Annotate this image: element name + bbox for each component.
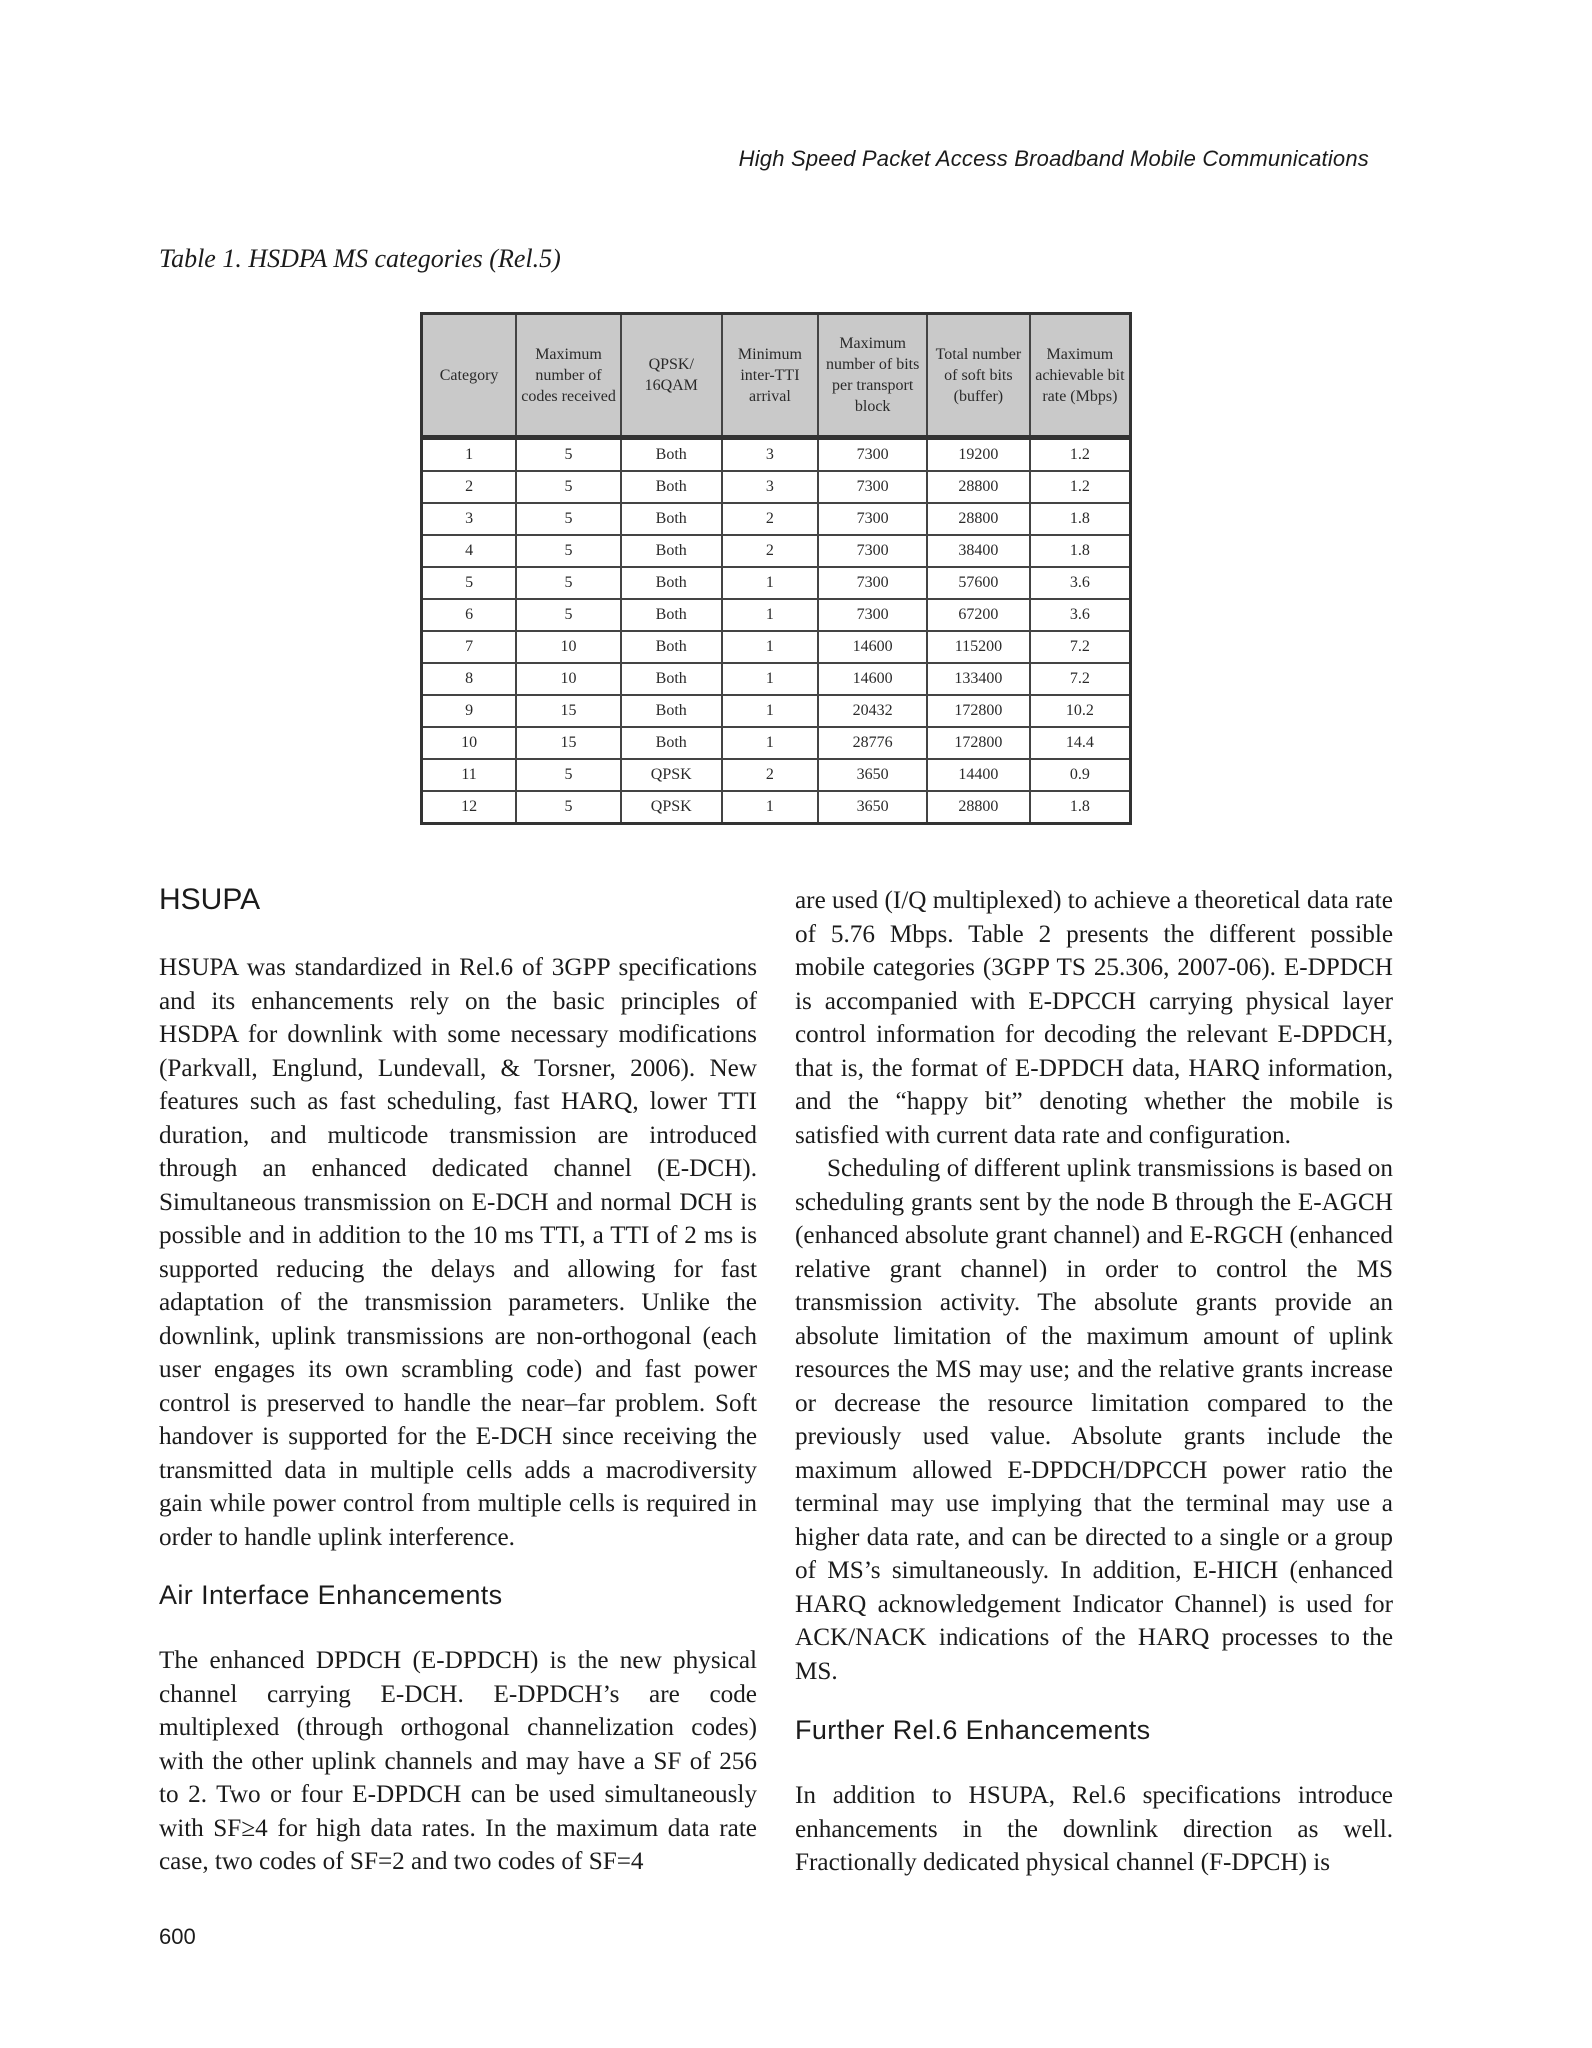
table-cell: 2: [722, 759, 819, 791]
table-row: [422, 631, 1131, 663]
table-header-cell: Total number of soft bits (buffer): [927, 314, 1030, 438]
table-cell: 1: [422, 438, 517, 472]
table-cell: 67200: [927, 599, 1030, 631]
table-cell: 7: [422, 631, 517, 663]
table-header-cell: QPSK/ 16QAM: [621, 314, 722, 438]
table-cell: 7300: [818, 438, 927, 472]
table-cell: Both: [621, 471, 722, 503]
table-cell: 3.6: [1030, 599, 1131, 631]
table-cell: 15: [516, 695, 621, 727]
air-interface-paragraph: The enhanced DPDCH (E-DPDCH) is the new physical channel carrying E-DCH. E-DPDCH’s are code multiplexed (through orthogonal channelization codes) with the other uplink channels and may have a SF of 256 to 2. Two or four E-DPDCH can be used simultaneously with SF≥4 for high data rates. In the maximum data rate case, two codes of SF=2 and two codes of SF=4: [159, 1647, 757, 1875]
table-cell: Both: [621, 567, 722, 599]
hsupa-paragraph: HSUPA was standardized in Rel.6 of 3GPP specifications and its enhancements rely on the basic principles of HSDPA for downlink with some necessary modifications (Parkvall, Englund, Lundevall, & Torsner, 2006). New features such as fast scheduling, fast HARQ, lower TTI duration, and multicode transmission are introduced through an enhanced dedicated channel (E-DCH). Simultaneous transmission on E-DCH and normal DCH is possible and in addition to the 10 ms TTI, a TTI of 2 ms is supported reducing the delays and allowing for fast adaptation of the transmission parameters. Unlike the downlink, uplink transmissions are non-orthogonal (each user engages its own scrambling code) and fast power control is preserved to handle the near–far problem. Soft handover is supported for the E-DCH since receiving the transmitted data in multiple cells adds a macrodiversity gain while power control from multiple cells is required in order to handle uplink interference.: [159, 954, 757, 1551]
table-cell: 3650: [818, 759, 927, 791]
table-header-row: [422, 314, 1131, 438]
table-cell: 5: [516, 503, 621, 535]
table-cell: 115200: [927, 631, 1030, 663]
table-row: [422, 695, 1131, 727]
table-cell: 5: [516, 791, 621, 824]
table-cell: 14600: [818, 663, 927, 695]
table-cell: 10: [516, 663, 621, 695]
table-cell: 7300: [818, 567, 927, 599]
table-cell: 15: [516, 727, 621, 759]
page-number: 600: [159, 1924, 196, 1949]
table-cell: 1.8: [1030, 503, 1131, 535]
table-row: [422, 567, 1131, 599]
table-header-cell: Category: [422, 314, 517, 438]
table-cell: 28800: [927, 503, 1030, 535]
table-cell: 5: [516, 567, 621, 599]
table-cell: 0.9: [1030, 759, 1131, 791]
air-interface-paragraph-continued: are used (I/Q multiplexed) to achieve a theoretical data rate of 5.76 Mbps. Table 2 presents the different possible mobile categories (3GPP TS 25.306, 2007-06). E-DPDCH is accompanied with E-DPCCH carrying physical layer control information for decoding the relevant E-DPDCH, that is, the format of E-DPDCH data, HARQ information, and the “happy bit” denoting whether the mobile is satisfied with current data rate and configuration.: [795, 887, 1393, 1149]
table-cell: 5: [422, 567, 517, 599]
table-cell: 1.2: [1030, 438, 1131, 472]
table-cell: 1.2: [1030, 471, 1131, 503]
table-cell: 133400: [927, 663, 1030, 695]
table-header-cell: Maximum achievable bit rate (Mbps): [1030, 314, 1131, 438]
table-cell: 7.2: [1030, 663, 1131, 695]
table-cell: 1: [722, 727, 819, 759]
table-cell: 1: [722, 631, 819, 663]
table-cell: QPSK: [621, 759, 722, 791]
table-row: [422, 438, 1131, 472]
running-header: High Speed Packet Access Broadband Mobile Communications: [738, 146, 1369, 171]
scheduling-paragraph: Scheduling of different uplink transmissions is based on scheduling grants sent by the node B through the E-AGCH (enhanced absolute grant channel) and E-RGCH (enhanced relative grant channel) in order to control the MS transmission activity. The absolute grants provide an absolute limitation of the maximum amount of uplink resources the MS may use; and the relative grants increase or decrease the resource limitation compared to the previously used value. Absolute grants include the maximum allowed E-DPDCH/DPCCH power ratio the terminal may use implying that the terminal may use a higher data rate, and can be directed to a single or a group of MS’s simultaneously. In addition, E-HICH (enhanced HARQ acknowledgement Indicator Channel) is used for ACK/NACK indications of the HARQ processes to the MS.: [795, 1155, 1393, 1685]
table-cell: 1: [722, 599, 819, 631]
table-cell: 2: [722, 535, 819, 567]
table-cell: 2: [422, 471, 517, 503]
table-cell: Both: [621, 503, 722, 535]
table-header-cell: Maximum number of bits per transport block: [818, 314, 927, 438]
table-cell: 5: [516, 759, 621, 791]
table-row: [422, 727, 1131, 759]
table-cell: 28800: [927, 471, 1030, 503]
table-cell: 20432: [818, 695, 927, 727]
table-cell: 3650: [818, 791, 927, 824]
hsdpa-categories-table: [420, 312, 1132, 825]
table-cell: 1: [722, 791, 819, 824]
section-heading-hsupa: HSUPA: [159, 883, 261, 916]
table-cell: 5: [516, 471, 621, 503]
table-cell: 1: [722, 663, 819, 695]
table-row: [422, 535, 1131, 567]
table-cell: 1.8: [1030, 535, 1131, 567]
table-caption: Table 1. HSDPA MS categories (Rel.5): [159, 244, 561, 273]
table-cell: QPSK: [621, 791, 722, 824]
table-row: [422, 663, 1131, 695]
table-cell: Both: [621, 663, 722, 695]
table-cell: 5: [516, 599, 621, 631]
table-cell: 3: [722, 438, 819, 472]
table-cell: 172800: [927, 695, 1030, 727]
table-cell: Both: [621, 727, 722, 759]
table-cell: Both: [621, 695, 722, 727]
table-cell: Both: [621, 599, 722, 631]
table-cell: 10.2: [1030, 695, 1131, 727]
table-cell: 1.8: [1030, 791, 1131, 824]
table-row: [422, 503, 1131, 535]
table-cell: 14.4: [1030, 727, 1131, 759]
further-rel6-paragraph: In addition to HSUPA, Rel.6 specifications introduce enhancements in the downlink direction as well. Fractionally dedicated physical channel (F-DPCH) is: [795, 1782, 1393, 1876]
table-cell: 5: [516, 438, 621, 472]
table-row: [422, 759, 1131, 791]
table-cell: 5: [516, 535, 621, 567]
table-cell: 14600: [818, 631, 927, 663]
table-cell: 2: [722, 503, 819, 535]
table-cell: 7300: [818, 535, 927, 567]
table-cell: 3.6: [1030, 567, 1131, 599]
section-heading-further-rel6: Further Rel.6 Enhancements: [795, 1715, 1151, 1745]
right-column: [795, 884, 1393, 1880]
table-cell: 1: [722, 695, 819, 727]
table-cell: 57600: [927, 567, 1030, 599]
left-column: [159, 880, 757, 1879]
table-body: [422, 438, 1131, 824]
table-cell: 7.2: [1030, 631, 1131, 663]
table-cell: 28776: [818, 727, 927, 759]
table-header-cell: Maximum number of codes received: [516, 314, 621, 438]
table-row: [422, 599, 1131, 631]
table-cell: 10: [422, 727, 517, 759]
table-row: [422, 471, 1131, 503]
table-cell: 172800: [927, 727, 1030, 759]
table-cell: 7300: [818, 503, 927, 535]
table-cell: 3: [722, 471, 819, 503]
table-cell: 3: [422, 503, 517, 535]
table-cell: Both: [621, 631, 722, 663]
section-heading-air-interface: Air Interface Enhancements: [159, 1580, 503, 1610]
table-cell: 8: [422, 663, 517, 695]
table-row: [422, 791, 1131, 824]
table-cell: 14400: [927, 759, 1030, 791]
table-cell: 19200: [927, 438, 1030, 472]
table-cell: 4: [422, 535, 517, 567]
table-cell: 6: [422, 599, 517, 631]
table-cell: Both: [621, 535, 722, 567]
table-cell: 7300: [818, 599, 927, 631]
table-cell: 10: [516, 631, 621, 663]
table-cell: 9: [422, 695, 517, 727]
table-cell: 11: [422, 759, 517, 791]
table-cell: 28800: [927, 791, 1030, 824]
table-cell: 12: [422, 791, 517, 824]
table-cell: Both: [621, 438, 722, 472]
table-header-cell: Minimum inter-TTI arrival: [722, 314, 819, 438]
table-cell: 7300: [818, 471, 927, 503]
table-cell: 38400: [927, 535, 1030, 567]
table-cell: 1: [722, 567, 819, 599]
